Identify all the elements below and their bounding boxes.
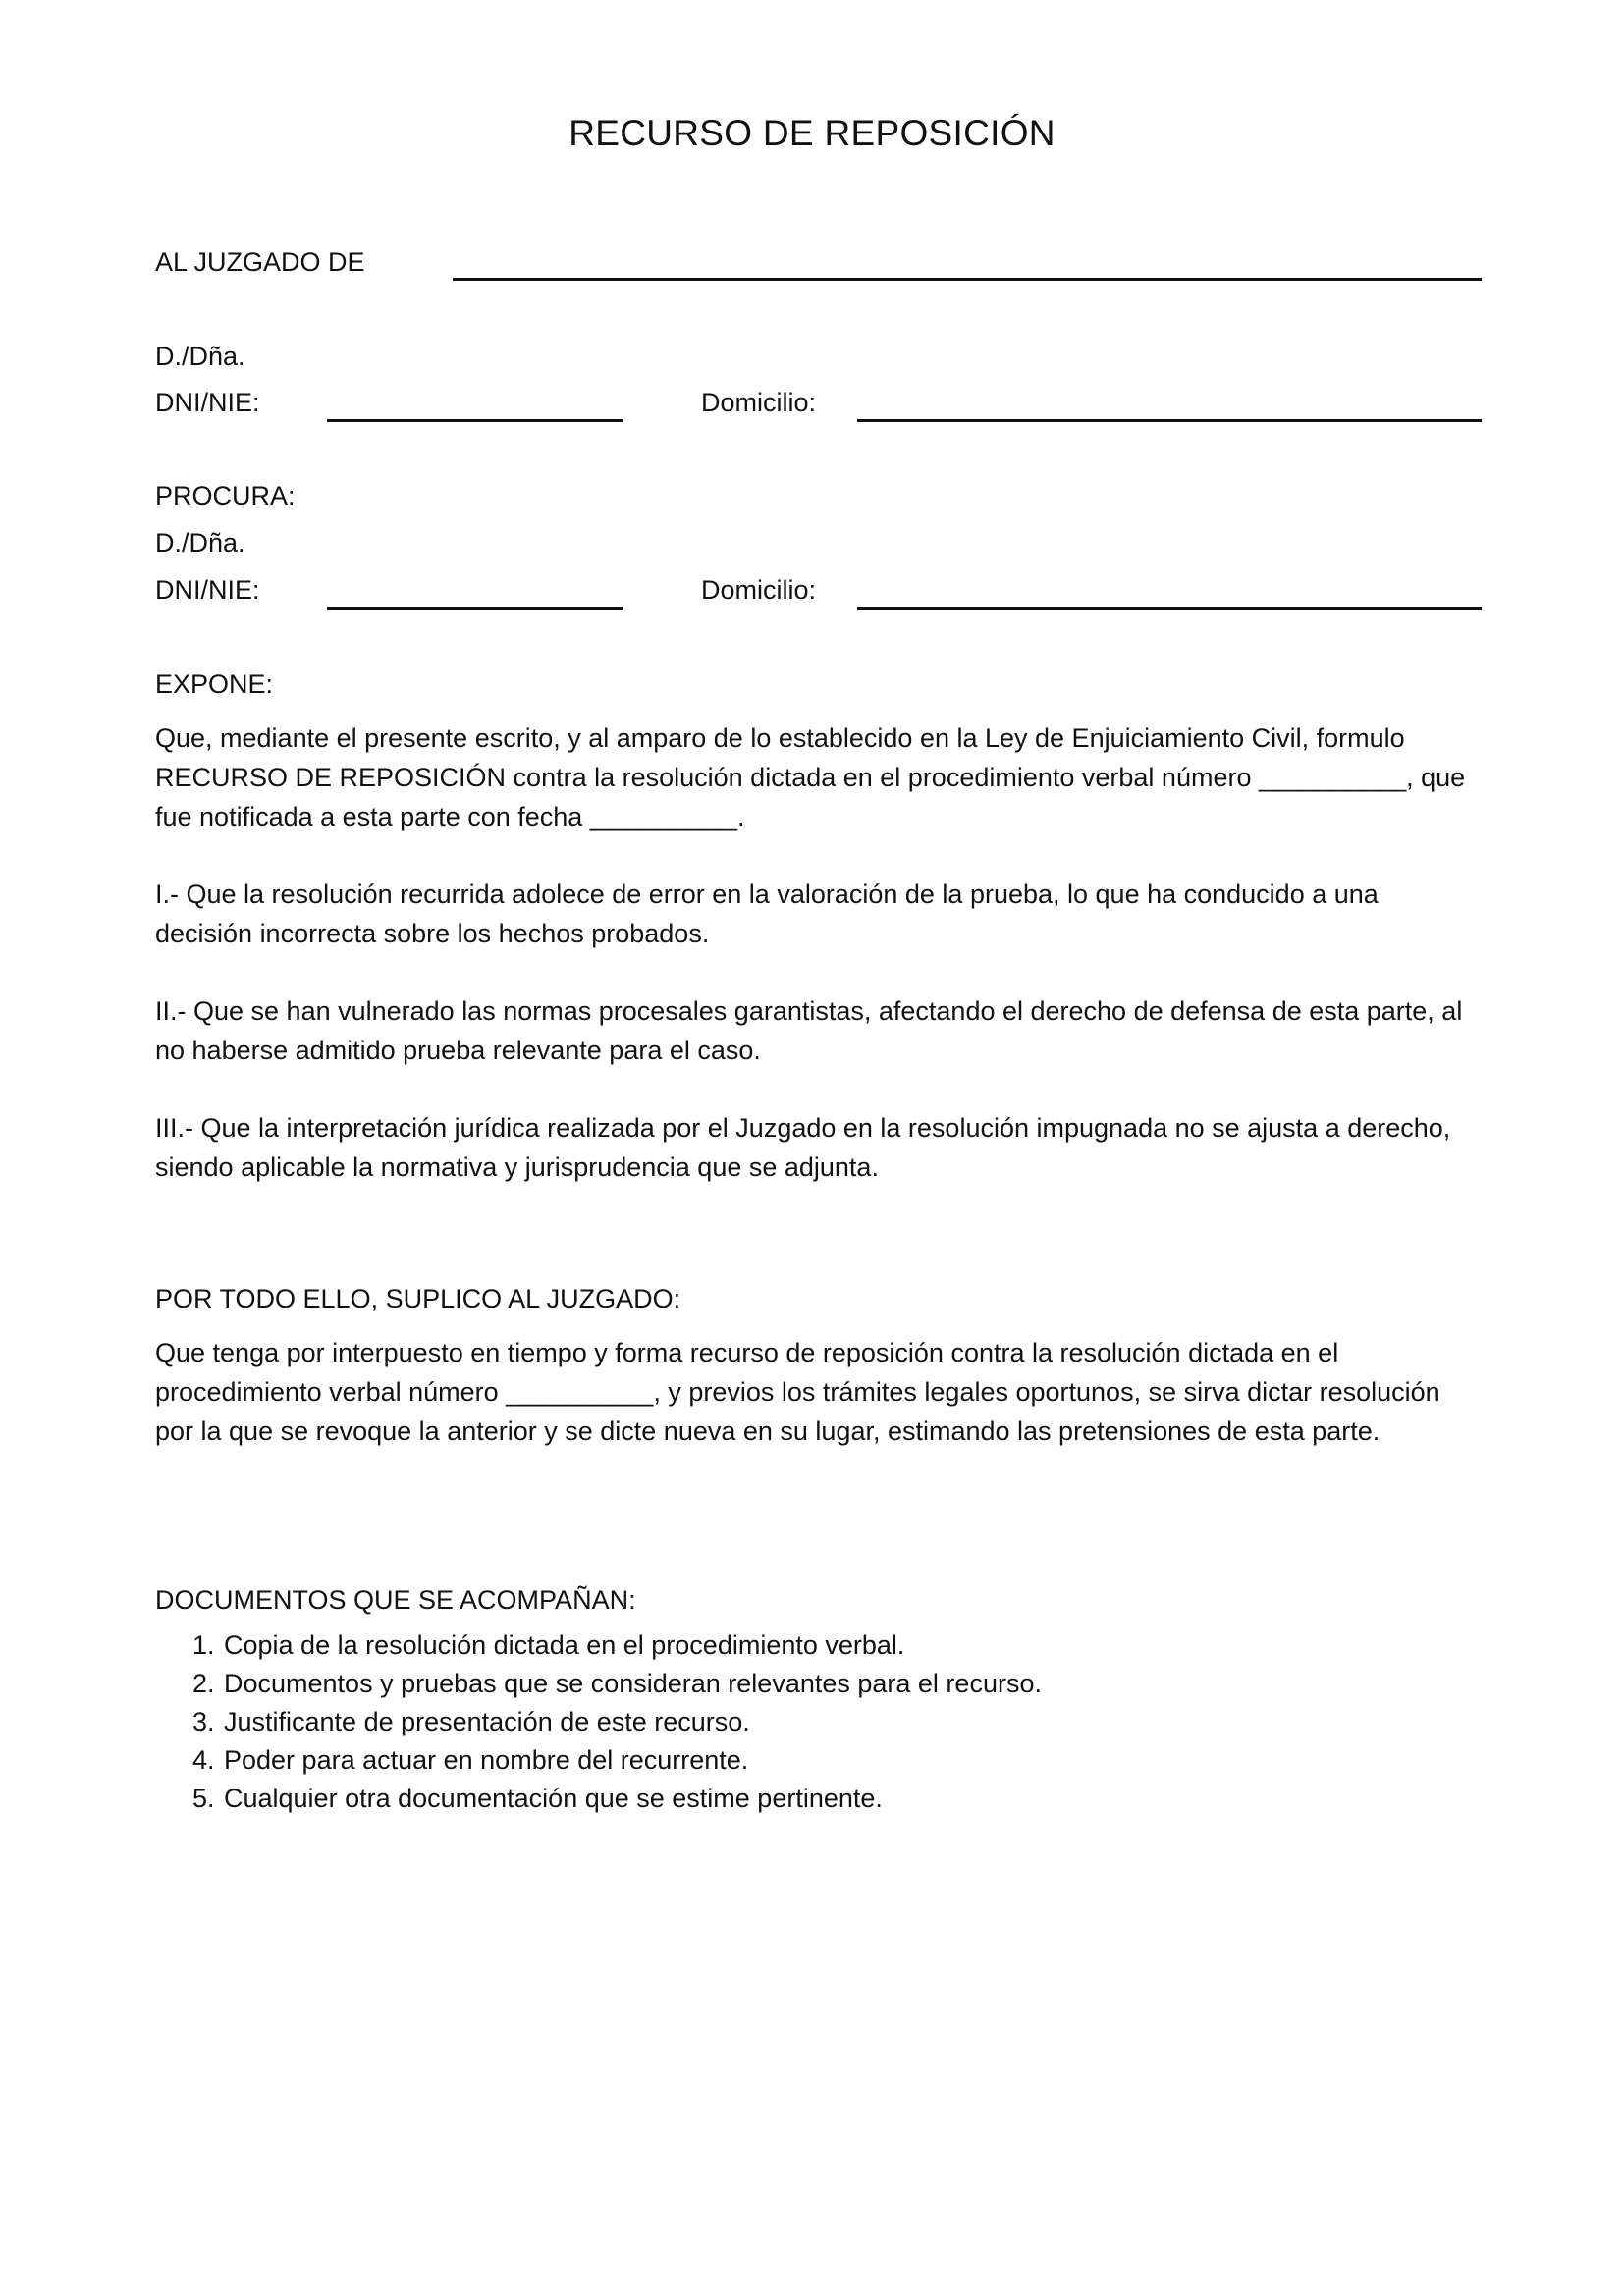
court-field-line[interactable] (453, 278, 1482, 281)
expone-point-1: I.- Que la resolución recurrida adolece de error en la valoración de la prueba, lo que ha conducido a una decisión incorrecta sobre los hechos probados. (155, 880, 1379, 948)
list-item (155, 1741, 1042, 1780)
document-title: RECURSO DE REPOSICIÓN (568, 113, 1056, 153)
list-item-text: Documentos y pruebas que se consideran relevantes para el recurso. (224, 1669, 1042, 1698)
party-address-field-line[interactable] (857, 419, 1482, 422)
suplico-heading: POR TODO ELLO, SUPLICO AL JUZGADO: (155, 1284, 681, 1313)
list-item-text: Justificante de presentación de este recurso. (224, 1707, 750, 1736)
procura-dni-field-line[interactable] (327, 607, 623, 610)
expone-point-2: II.- Que se han vulnerado las normas procesales garantistas, afectando el derecho de defensa de esta parte, al no haberse admitido prueba relevante para el caso. (155, 996, 1463, 1065)
procura-heading: PROCURA: (155, 481, 296, 510)
procura-name-label: D./Dña. (155, 528, 245, 558)
list-item-text: Poder para actuar en nombre del recurrente. (224, 1745, 749, 1775)
procura-address-label: Domicilio: (701, 575, 817, 605)
list-item-text: Cualquier otra documentación que se estime pertinente. (224, 1784, 883, 1813)
documents-list (155, 1627, 1042, 1818)
list-item-number: 3. (192, 1707, 215, 1736)
expone-intro: Que, mediante el presente escrito, y al amparo de lo establecido en la Ley de Enjuiciamiento Civil, formulo RECURSO DE REPOSICIÓN contra la resolución dictada en el procedimiento verbal número __________, que fue notificada a esta parte con fecha __________. (155, 723, 1466, 831)
list-item-number: 4. (192, 1745, 215, 1775)
list-item-number: 5. (192, 1784, 215, 1813)
expone-heading: EXPONE: (155, 669, 274, 699)
documents-heading: DOCUMENTOS QUE SE ACOMPAÑAN: (155, 1585, 636, 1615)
list-item-number: 1. (192, 1630, 215, 1660)
suplico-text: Que tenga por interpuesto en tiempo y forma recurso de reposición contra la resolución dictada en el procedimiento verbal número __________, y previos los trámites legales oportunos, se sirva dictar resolución por la que se revoque la anterior y se dicte nueva en su lugar, estimando las pretensiones de esta parte. (155, 1338, 1440, 1446)
party-address-label: Domicilio: (701, 388, 817, 417)
list-item-text: Copia de la resolución dictada en el procedimiento verbal. (224, 1630, 905, 1660)
court-label: AL JUZGADO DE (155, 247, 365, 277)
procura-dni-label: DNI/NIE: (155, 575, 260, 605)
party-dni-label: DNI/NIE: (155, 388, 260, 417)
party-name-label: D./Dña. (155, 342, 245, 371)
list-item (155, 1665, 1042, 1703)
expone-point-3: III.- Que la interpretación jurídica realizada por el Juzgado en la resolución impugnada no se ajusta a derecho, siendo aplicable la normativa y jurisprudencia que se adjunta. (155, 1113, 1451, 1182)
procura-address-field-line[interactable] (857, 607, 1482, 610)
list-item (155, 1627, 1042, 1665)
list-item-number: 2. (192, 1669, 215, 1698)
list-item (155, 1780, 1042, 1818)
list-item (155, 1703, 1042, 1741)
party-dni-field-line[interactable] (327, 419, 623, 422)
